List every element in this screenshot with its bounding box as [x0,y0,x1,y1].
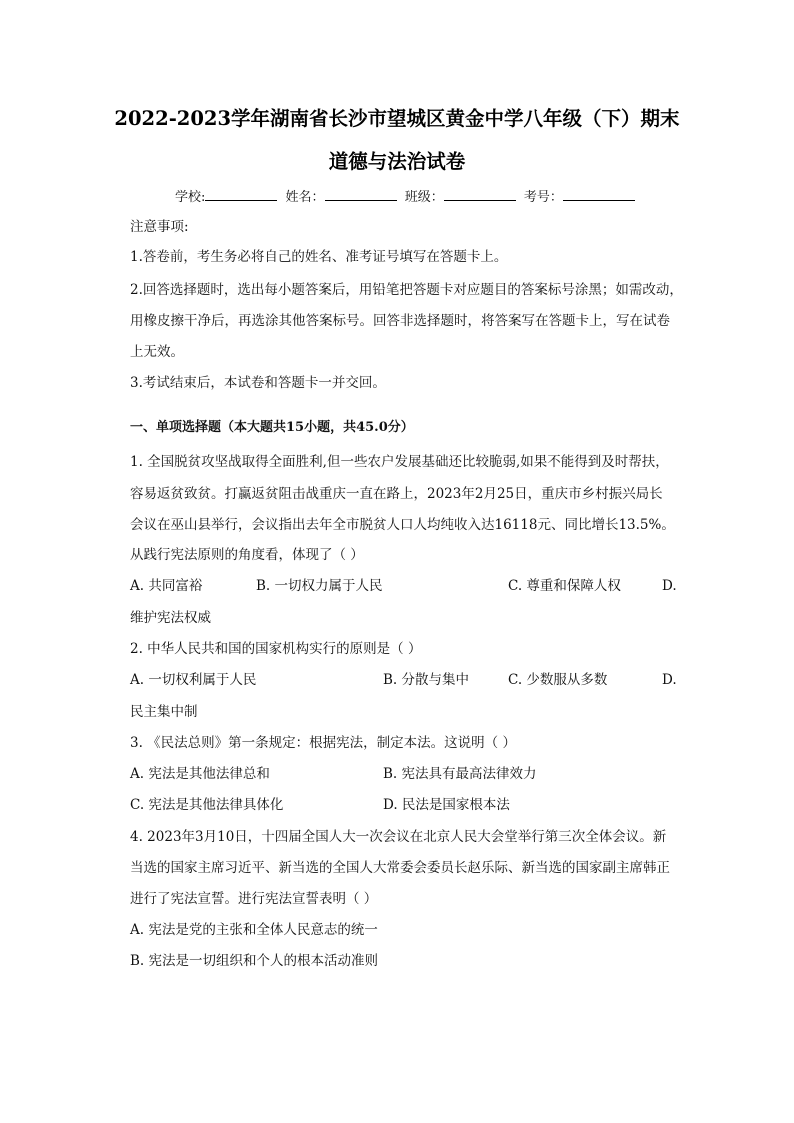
class-blank [444,188,516,201]
q4-line3: 进行了宪法宣誓。进行宪法宣誓表明（ ） [130,891,378,907]
notice-item-2-line1: 2.回答选择题时，选出每小题答案后，用铅笔把答题卡对应题目的答案标号涂黑；如需改动， [130,282,683,298]
q1-line3: 会议在巫山县举行，会议指出去年全市脱贫人口人均纯收入达16118元、同比增长13.5%。 [130,517,675,533]
q1-option-d-label: D. [662,578,677,594]
q1-line4: 从践行宪法原则的角度看，体现了（ ） [130,547,364,563]
notice-item-2-line2: 用橡皮擦干净后，再选涂其他答案标号。回答非选择题时，将答案写在答题卡上，写在试卷 [130,313,670,329]
section-heading: 一、单项选择题（本大题共15小题，共45.0分） [130,420,414,435]
notice-item-1: 1.答卷前，考生务必将自己的姓名、准考证号填写在答题卡上。 [130,249,508,265]
exam-title-line1: 2022-2023学年湖南省长沙市望城区黄金中学八年级（下）期末 [114,107,680,130]
name-label: 姓名： [285,190,325,205]
q2-option-d-text: 民主集中制 [130,704,198,720]
q4-option-b: B. 宪法是一切组织和个人的根本活动准则 [130,953,379,969]
notice-heading: 注意事项: [130,219,189,235]
number-label: 考号： [523,190,563,205]
q1-option-a: A. 共同富裕 [130,578,203,594]
school-blank [205,188,277,201]
number-blank [563,188,635,201]
notice-item-2-line3: 上无效。 [130,344,184,360]
q2-option-d-label: D. [662,672,677,688]
class-label: 班级： [404,190,444,205]
q2-option-c: C. 少数服从多数 [508,672,608,688]
q1-line2: 容易返贫致贫。打赢返贫阻击战重庆一直在路上，2023年2月25日，重庆市乡村振兴局长 [130,486,663,502]
q1-option-d-text: 维护宪法权威 [130,610,211,626]
q1-option-c: C. 尊重和保障人权 [508,578,621,594]
q2-option-b: B. 分散与集中 [383,672,470,688]
q1-option-b: B. 一切权力属于人民 [256,578,383,594]
q3-option-c: C. 宪法是其他法律具体化 [130,797,284,813]
q4-line1: 4. 2023年3月10日，十四届全国人大一次会议在北京人民大会堂举行第三次全体会议。新 [130,829,667,845]
q1-line1: 1. 全国脱贫攻坚战取得全面胜利,但一些农户发展基础还比较脆弱,如果不能得到及时帮扶， [130,454,669,470]
school-label: 学校: [175,190,206,205]
q2-option-a: A. 一切权利属于人民 [130,672,257,688]
name-blank [325,188,397,201]
q3-option-a: A. 宪法是其他法律总和 [130,766,270,782]
notice-item-3: 3.考试结束后，本试卷和答题卡一并交回。 [130,375,386,391]
exam-title-line2: 道德与法治试卷 [328,150,466,173]
q3-stem: 3. 《民法总则》第一条规定：根据宪法，制定本法。这说明（ ） [130,735,516,751]
q4-option-a: A. 宪法是党的主张和全体人民意志的统一 [130,922,378,938]
q3-option-b: B. 宪法具有最高法律效力 [383,766,537,782]
student-info-row [175,186,639,205]
q4-line2: 当选的国家主席习近平、新当选的全国人大常委会委员长赵乐际、新当选的国家副主席韩正 [130,860,670,876]
q3-option-d: D. 民法是国家根本法 [383,797,510,813]
q2-stem: 2. 中华人民共和国的国家机构实行的原则是（ ） [130,641,422,657]
